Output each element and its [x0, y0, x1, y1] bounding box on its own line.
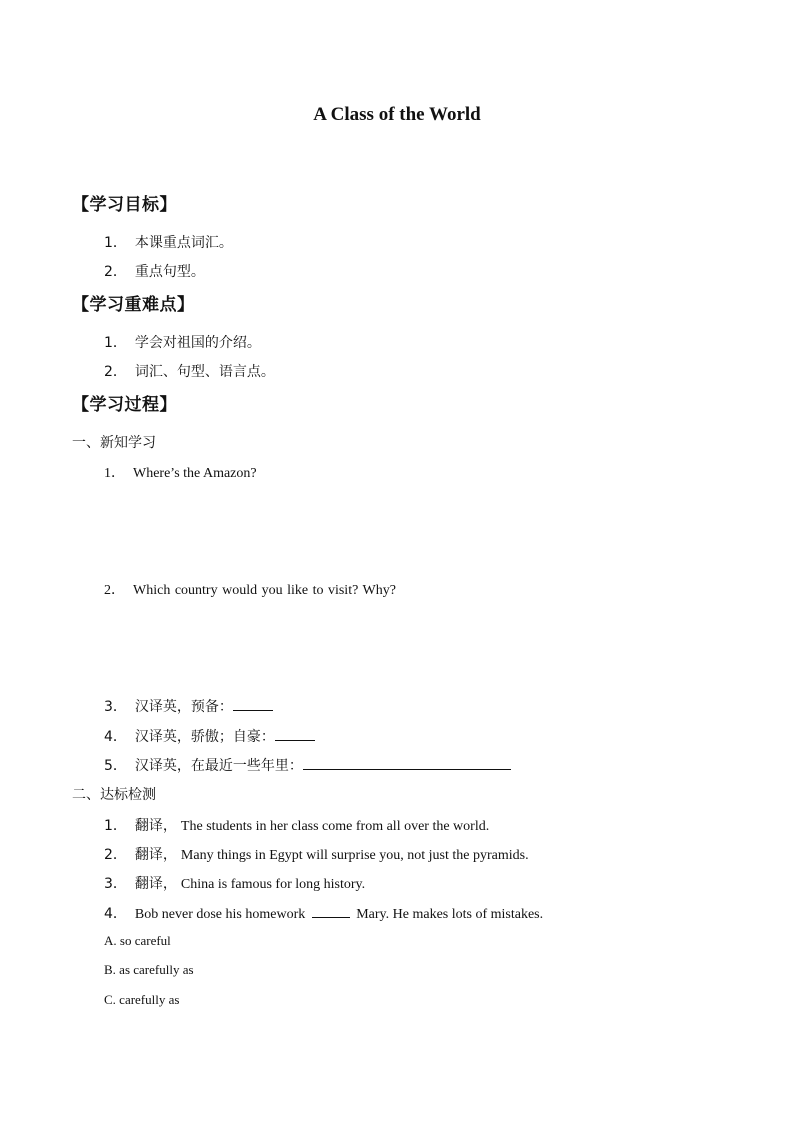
part2-heading: 二、达标检测	[72, 787, 156, 803]
page-title: A Class of the World	[313, 104, 481, 125]
difficulty-item-2-text: 词汇、句型、语言点。	[134, 364, 275, 380]
test-item-3-number: 3．	[104, 876, 127, 892]
answer-blank-4[interactable]	[275, 728, 315, 741]
test-item-1-text: The students in her class come from all over the world.	[180, 819, 490, 834]
test-item-1-number: 1．	[104, 818, 127, 834]
test-item-4-text-after: Mary. He makes lots of mistakes.	[352, 907, 544, 922]
goal-item-1-text: 本课重点词汇。	[134, 235, 233, 251]
section-heading-difficulties: 【学习重难点】	[72, 295, 195, 315]
test-item-4-text-before: Bob never dose his homework	[134, 907, 309, 922]
question-5-number: 5．	[104, 758, 127, 774]
test-item-3-text: China is famous for long history.	[180, 877, 366, 892]
question-2	[104, 579, 396, 599]
answer-blank-3[interactable]	[233, 698, 273, 711]
question-1-number: 1．	[104, 466, 125, 481]
question-4-number: 4．	[104, 729, 127, 745]
difficulty-item-2-number: 2．	[104, 364, 127, 380]
goal-item-2-number: 2．	[104, 264, 127, 280]
difficulty-item-1	[104, 332, 261, 352]
test-item-1-label: 翻译，	[134, 818, 177, 834]
question-2-text: Which country would you like to visit? Why?	[133, 583, 396, 598]
question-1-text: Where’s the Amazon?	[133, 466, 257, 481]
test-item-4-number: 4．	[104, 906, 127, 922]
question-3	[104, 696, 273, 716]
question-5	[104, 755, 511, 775]
part1-heading: 一、新知学习	[72, 435, 156, 451]
goal-item-2-text: 重点句型。	[134, 264, 205, 280]
option-c[interactable]: C. carefully as	[104, 992, 180, 1007]
question-3-text: 汉译英，预备：	[134, 699, 233, 715]
test-item-3	[104, 873, 365, 893]
goal-item-1	[104, 232, 233, 252]
test-item-2	[104, 844, 529, 864]
difficulty-item-1-text: 学会对祖国的介绍。	[134, 335, 261, 351]
question-4	[104, 726, 315, 746]
question-4-text: 汉译英，骄傲；自豪：	[134, 729, 275, 745]
test-item-4	[104, 903, 543, 923]
difficulty-item-1-number: 1．	[104, 335, 127, 351]
question-3-number: 3．	[104, 699, 127, 715]
test-item-2-text: Many things in Egypt will surprise you, not just the pyramids.	[180, 848, 529, 863]
difficulty-item-2	[104, 361, 275, 381]
section-heading-process: 【学习过程】	[72, 395, 177, 415]
goal-item-2	[104, 261, 205, 281]
question-2-number: 2．	[104, 583, 125, 598]
question-5-text: 汉译英，在最近一些年里：	[134, 758, 303, 774]
answer-blank-5[interactable]	[303, 757, 511, 770]
test-item-2-label: 翻译，	[134, 847, 177, 863]
question-1	[104, 462, 257, 482]
test-item-1	[104, 815, 489, 835]
test-item-2-number: 2．	[104, 847, 127, 863]
goal-item-1-number: 1．	[104, 235, 127, 251]
option-a[interactable]: A. so careful	[104, 933, 171, 948]
answer-blank-test-4[interactable]	[312, 905, 350, 918]
option-b[interactable]: B. as carefully as	[104, 962, 194, 977]
test-item-3-label: 翻译，	[134, 876, 177, 892]
section-heading-goals: 【学习目标】	[72, 195, 177, 215]
